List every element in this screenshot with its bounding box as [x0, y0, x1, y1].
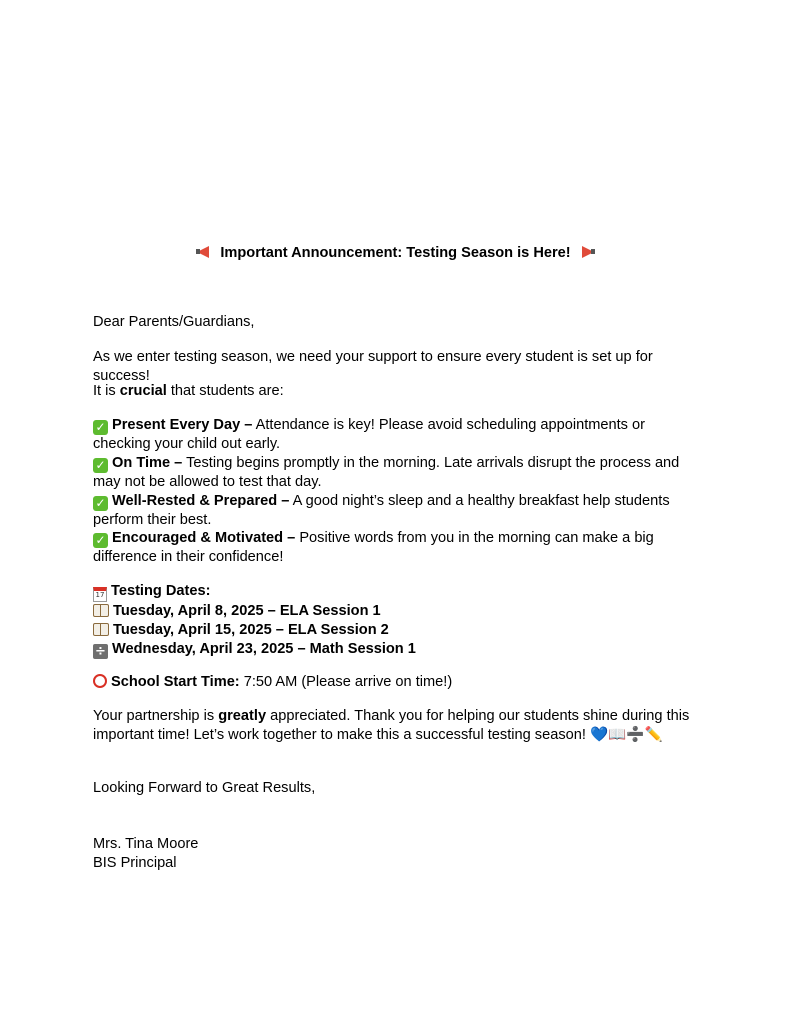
checklist-item-bold: Encouraged & Motivated –	[112, 530, 296, 547]
signature	[93, 835, 705, 873]
checklist-item	[93, 529, 705, 567]
checklist-item-text: A good night’s sleep and a healthy breakfast help students perform their best.	[93, 492, 670, 528]
announcement-title	[0, 244, 791, 263]
checklist-item-text: Attendance is key! Please avoid scheduling appointments or checking your child out early.	[93, 417, 646, 452]
checklist-item-bold: Well-Rested & Prepared –	[112, 492, 290, 509]
partnership-after: appreciated. Thank you for helping our students shine during this important time! Let’s work together to make this a successful testing season!	[93, 708, 690, 743]
signature-name: Mrs. Tina Moore	[93, 836, 199, 852]
check-icon: ✓	[93, 496, 108, 511]
checklist-item-bold: Present Every Day –	[112, 417, 253, 433]
start-time-line	[93, 673, 705, 692]
crucial-before: It is	[93, 383, 120, 399]
testing-dates-heading	[93, 582, 705, 602]
checklist-item-text: Positive words from you in the morning can make a big difference in their confidence!	[93, 530, 654, 566]
book-icon	[93, 604, 109, 616]
title-text: Important Announcement: Testing Season is Here!	[220, 245, 571, 261]
checklist	[93, 416, 705, 567]
check-icon: ✓	[93, 533, 108, 548]
partnership-before: Your partnership is	[93, 708, 219, 724]
signature-role: BIS Principal	[93, 854, 177, 871]
book-icon	[93, 623, 109, 635]
checklist-item-text: Testing begins promptly in the morning. Late arrivals disrupt the process and may not be allowed to test that day.	[93, 454, 680, 490]
start-time-value: 7:50 AM (Please arrive on time!)	[239, 674, 453, 690]
testing-date-text: Tuesday, April 15, 2025 – ELA Session 2	[113, 621, 389, 638]
megaphone-icon	[578, 245, 595, 258]
testing-date-text: Wednesday, April 23, 2025 – Math Session 1	[112, 640, 416, 657]
checklist-item	[93, 454, 705, 492]
testing-date-item	[93, 602, 705, 621]
divide-icon: ÷	[93, 644, 108, 659]
checklist-item	[93, 492, 705, 530]
check-icon: ✓	[93, 458, 108, 473]
intro-paragraph: As we enter testing season, we need your support to ensure every student is set up for success!	[93, 349, 653, 384]
checklist-item	[93, 416, 705, 454]
megaphone-icon	[196, 245, 213, 258]
closing-line: Looking Forward to Great Results,	[93, 780, 316, 796]
greeting: Dear Parents/Guardians,	[93, 314, 255, 330]
crucial-line	[93, 382, 705, 401]
testing-date-item	[93, 621, 705, 640]
checklist-item-bold: On Time –	[112, 454, 183, 471]
calendar-icon: 17	[93, 587, 107, 602]
partnership-paragraph	[93, 707, 705, 745]
partnership-bold: greatly	[218, 708, 267, 724]
testing-date-text: Tuesday, April 8, 2025 – ELA Session 1	[113, 603, 381, 619]
check-icon: ✓	[93, 420, 108, 435]
testing-dates	[93, 582, 705, 659]
testing-dates-heading-text: Testing Dates:	[111, 583, 211, 599]
emoji-sequence: 💙📖➗✏️	[589, 725, 663, 743]
testing-date-item	[93, 640, 705, 659]
alarm-clock-icon	[93, 674, 107, 688]
start-time-label: School Start Time:	[111, 674, 240, 690]
crucial-bold: crucial	[119, 383, 167, 399]
crucial-after: that students are:	[166, 383, 284, 399]
